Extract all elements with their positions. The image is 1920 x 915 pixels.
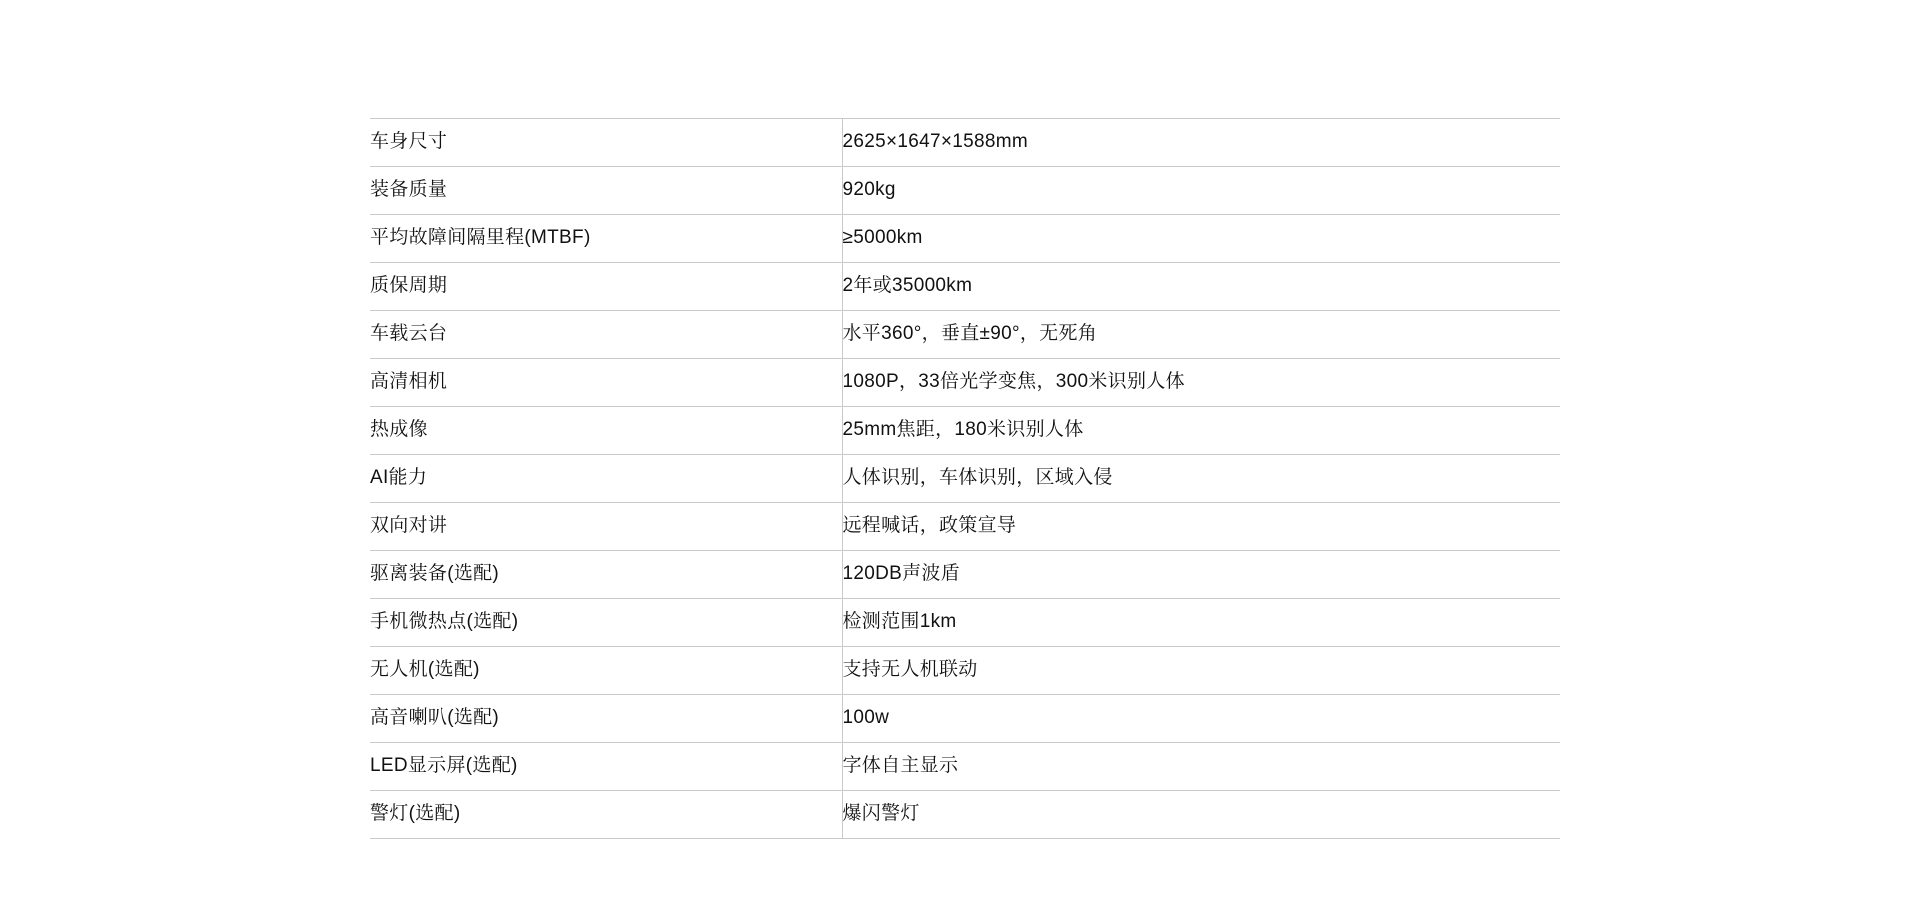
spec-label: 车身尺寸	[370, 119, 842, 167]
spec-label: 双向对讲	[370, 503, 842, 551]
spec-value: 2年或35000km	[842, 263, 1560, 311]
spec-value: 远程喊话，政策宣导	[842, 503, 1560, 551]
spec-label: 高清相机	[370, 359, 842, 407]
spec-label: 警灯(选配)	[370, 791, 842, 839]
spec-label: 平均故障间隔里程(MTBF)	[370, 215, 842, 263]
spec-value: 120DB声波盾	[842, 551, 1560, 599]
spec-value: 爆闪警灯	[842, 791, 1560, 839]
spec-value: 检测范围1km	[842, 599, 1560, 647]
spec-value: 水平360°，垂直±90°，无死角	[842, 311, 1560, 359]
table-row	[370, 695, 1560, 743]
spec-label: LED显示屏(选配)	[370, 743, 842, 791]
spec-label: 质保周期	[370, 263, 842, 311]
table-row	[370, 455, 1560, 503]
spec-value: 人体识别，车体识别，区域入侵	[842, 455, 1560, 503]
specification-table-body	[370, 119, 1560, 839]
spec-value: 字体自主显示	[842, 743, 1560, 791]
table-row	[370, 503, 1560, 551]
spec-label: 手机微热点(选配)	[370, 599, 842, 647]
specification-table-container	[370, 118, 1560, 839]
spec-label: 装备质量	[370, 167, 842, 215]
spec-label: 车载云台	[370, 311, 842, 359]
table-row	[370, 167, 1560, 215]
spec-label: AI能力	[370, 455, 842, 503]
spec-label: 驱离装备(选配)	[370, 551, 842, 599]
table-row	[370, 743, 1560, 791]
specification-table	[370, 118, 1560, 839]
table-row	[370, 407, 1560, 455]
spec-label: 高音喇叭(选配)	[370, 695, 842, 743]
spec-label: 热成像	[370, 407, 842, 455]
table-row	[370, 263, 1560, 311]
table-row	[370, 647, 1560, 695]
table-row	[370, 599, 1560, 647]
spec-value: ≥5000km	[842, 215, 1560, 263]
table-row	[370, 215, 1560, 263]
table-row	[370, 791, 1560, 839]
table-row	[370, 551, 1560, 599]
spec-value: 100w	[842, 695, 1560, 743]
spec-value: 25mm焦距，180米识别人体	[842, 407, 1560, 455]
spec-value: 1080P，33倍光学变焦，300米识别人体	[842, 359, 1560, 407]
spec-label: 无人机(选配)	[370, 647, 842, 695]
spec-value: 2625×1647×1588mm	[842, 119, 1560, 167]
spec-value: 920kg	[842, 167, 1560, 215]
table-row	[370, 311, 1560, 359]
spec-value: 支持无人机联动	[842, 647, 1560, 695]
table-row	[370, 359, 1560, 407]
table-row	[370, 119, 1560, 167]
